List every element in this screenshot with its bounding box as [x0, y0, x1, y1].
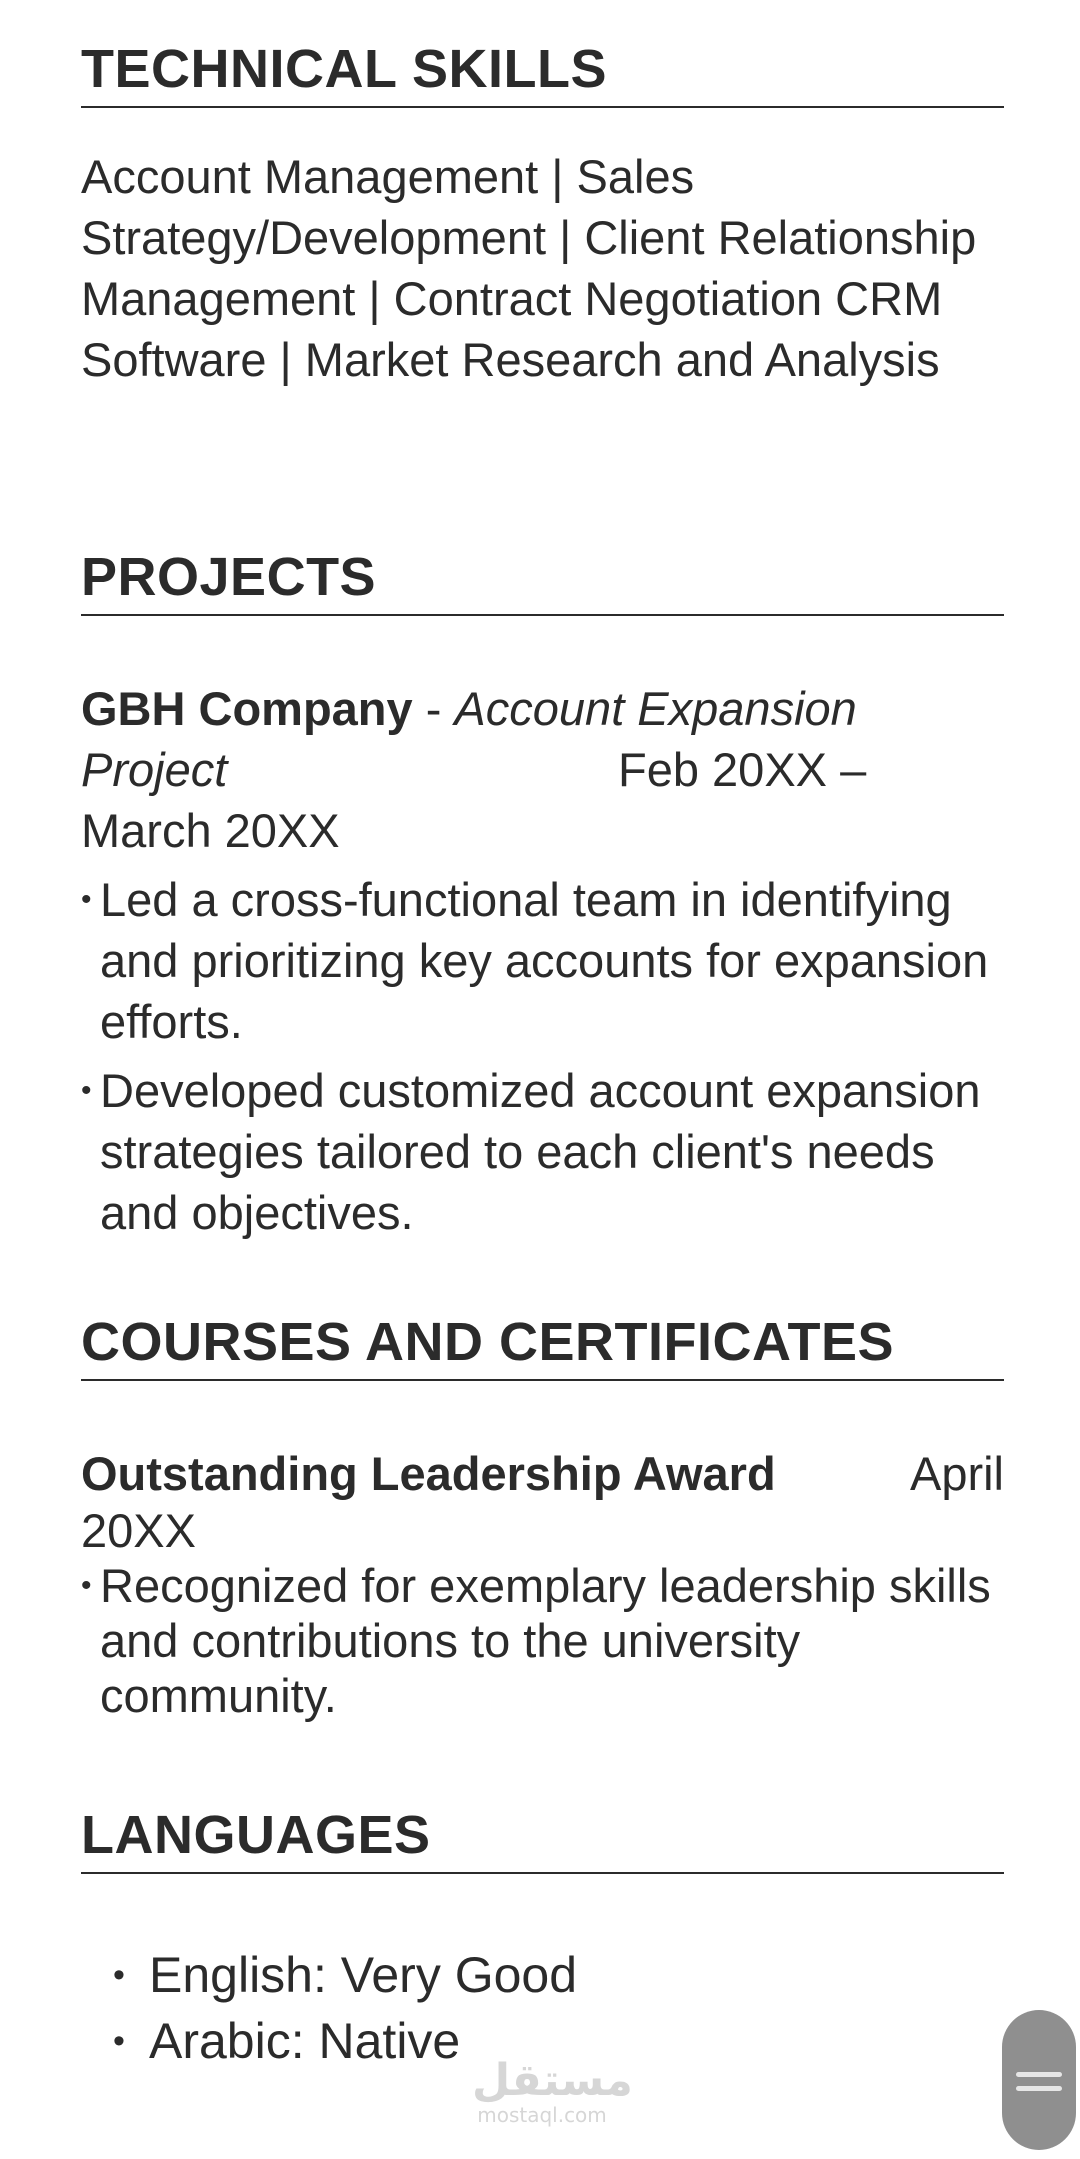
project-entry: [81, 678, 1004, 1243]
languages-heading: LANGUAGES: [81, 1804, 1004, 1874]
course-date-start: April: [909, 1447, 1004, 1500]
course-bullet-text: Recognized for exemplary leadership skills and contributions to the university community.: [100, 1559, 991, 1722]
course-bullet: [81, 1558, 1004, 1723]
projects-section: [81, 546, 1004, 1243]
bullet-icon: •: [113, 1956, 125, 1994]
bullet-icon: •: [113, 2022, 125, 2060]
project-bullet: [81, 1060, 1004, 1243]
project-bullet: [81, 869, 1004, 1052]
language-item-text: Arabic: Native: [149, 2013, 461, 2069]
project-title-line1: Account Expansion: [454, 682, 857, 735]
technical-skills-section: [81, 38, 1004, 390]
project-bullets: [81, 869, 1004, 1243]
project-entry-header-line2: [81, 739, 1004, 800]
project-bullet-text: Led a cross-functional team in identifying and prioritizing key accounts for expansion efforts.: [100, 873, 989, 1048]
watermark-arabic: مستقل: [472, 2055, 633, 2106]
language-item-text: English: Very Good: [149, 1947, 578, 2003]
language-item: [113, 1942, 1004, 2008]
watermark-latin: mostaql.com: [477, 2103, 607, 2127]
mostaql-watermark: [472, 2055, 633, 2127]
handle-line-icon: [1016, 2072, 1062, 2077]
courses-heading: COURSES AND CERTIFICATES: [81, 1311, 1004, 1381]
technical-skills-heading: TECHNICAL SKILLS: [81, 38, 1004, 108]
handle-line-icon: [1016, 2086, 1062, 2091]
scroll-handle[interactable]: [1002, 2010, 1076, 2150]
course-title: Outstanding Leadership Award: [81, 1447, 776, 1500]
course-bullets: [81, 1558, 1004, 1723]
bullet-icon: •: [81, 1569, 92, 1602]
project-company: GBH Company: [81, 682, 413, 735]
project-bullet-text: Developed customized account expansion strategies tailored to each client's needs and objectives.: [100, 1064, 981, 1239]
project-date-end: March 20XX: [81, 804, 340, 857]
project-title-line2: Project: [81, 743, 228, 796]
projects-heading: PROJECTS: [81, 546, 1004, 616]
bullet-icon: •: [81, 1074, 92, 1107]
project-entry-header: [81, 678, 1004, 739]
bullet-icon: •: [81, 883, 92, 916]
languages-section: [81, 1804, 1004, 2074]
course-entry-header: [81, 1443, 1004, 1504]
course-entry: [81, 1443, 1004, 1723]
course-date-end: 20XX: [81, 1504, 196, 1557]
technical-skills-text: Account Management | Sales Strategy/Development | Client Relationship Management | Contract Negotiation CRM Software | Market Research and Analysis: [81, 150, 977, 386]
project-date-start: Feb 20XX –: [618, 743, 867, 796]
project-separator: -: [412, 682, 455, 735]
courses-section: [81, 1311, 1004, 1723]
